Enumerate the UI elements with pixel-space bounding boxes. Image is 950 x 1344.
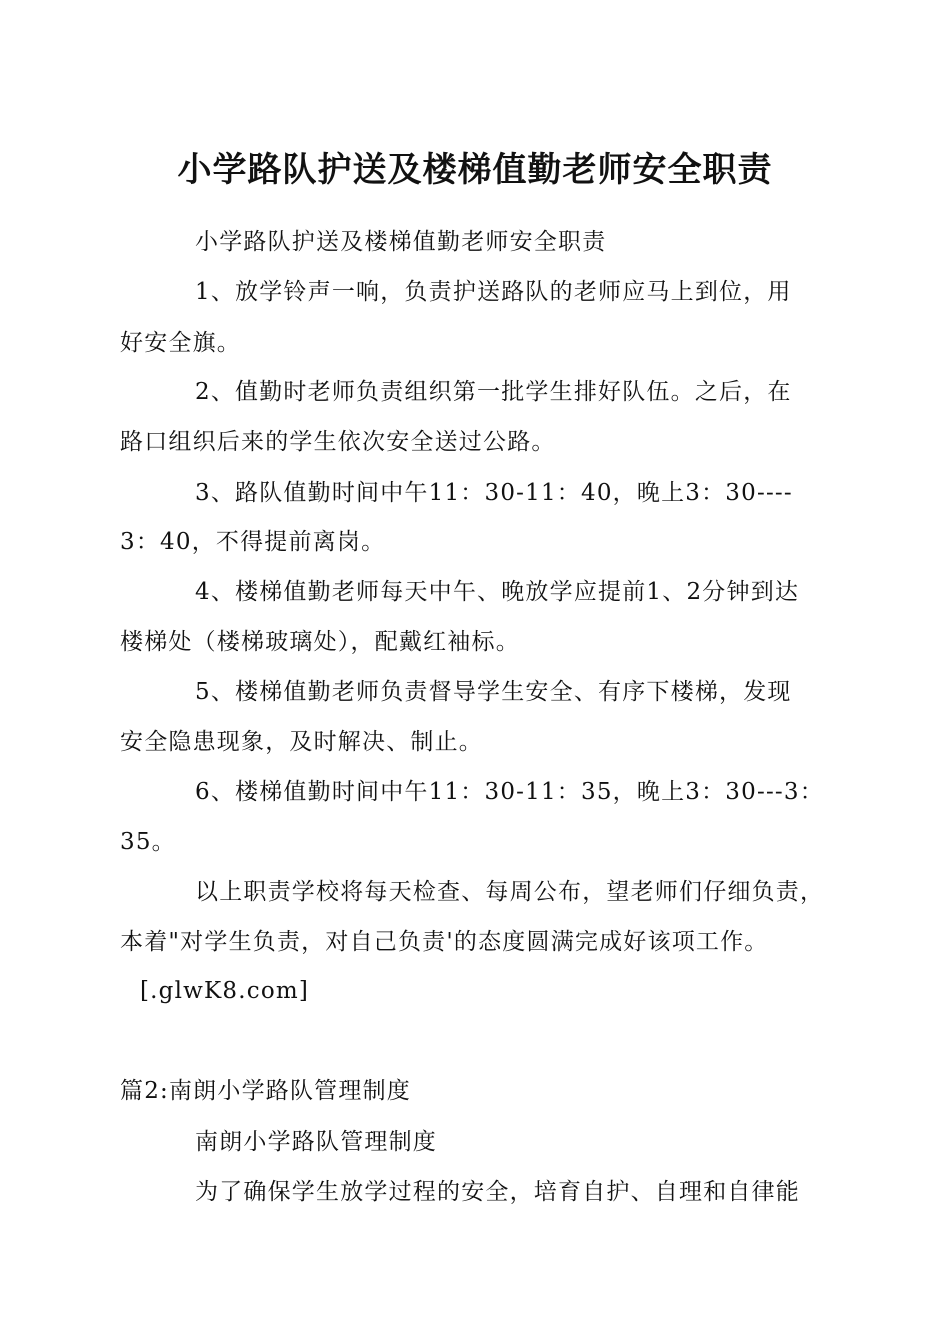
paragraph-line: 楼梯处（楼梯玻璃处），配戴红袖标。 (120, 629, 520, 655)
paragraph-line: 为了确保学生放学过程的安全，培育自护、自理和自律能 (195, 1179, 800, 1205)
paragraph-line: 5、楼梯值勤老师负责督导学生安全、有序下楼梯，发现 (195, 679, 792, 705)
paragraph-line: 4、楼梯值勤老师每天中午、晚放学应提前1、2分钟到达 (195, 579, 800, 605)
document-title: 小学路队护送及楼梯值勤老师安全职责 (177, 150, 773, 190)
paragraph-line: 路口组织后来的学生依次安全送过公路。 (120, 429, 556, 455)
paragraph-line: 安全隐患现象，及时解决、制止。 (120, 729, 483, 755)
paragraph-line: 2、值勤时老师负责组织第一批学生排好队伍。之后，在 (195, 379, 792, 405)
paragraph-line: 1、放学铃声一响，负责护送路队的老师应马上到位，用 (195, 279, 792, 305)
paragraph-line: 35。 (120, 829, 176, 855)
section-heading: 南朗小学路队管理制度 (195, 1129, 437, 1155)
section-heading: 小学路队护送及楼梯值勤老师安全职责 (195, 229, 607, 255)
paragraph-line: 6、楼梯值勤时间中午11：30-11：35，晚上3：30---3： (195, 779, 824, 805)
paragraph-line: 3：40，不得提前离岗。 (120, 529, 386, 555)
chapter-heading: 篇2:南朗小学路队管理制度 (120, 1078, 411, 1104)
paragraph-line: 好安全旗。 (120, 330, 241, 356)
paragraph-line: 3、路队值勤时间中午11：30-11：40，晚上3：30---- (195, 480, 793, 506)
source-link[interactable]: [.glwK8.com] (140, 978, 310, 1004)
paragraph-line: 本着"对学生负责，对自己负责'的态度圆满完成好该项工作。 (120, 929, 769, 955)
paragraph-line: 以上职责学校将每天检查、每周公布，望老师们仔细负责， (195, 879, 825, 905)
